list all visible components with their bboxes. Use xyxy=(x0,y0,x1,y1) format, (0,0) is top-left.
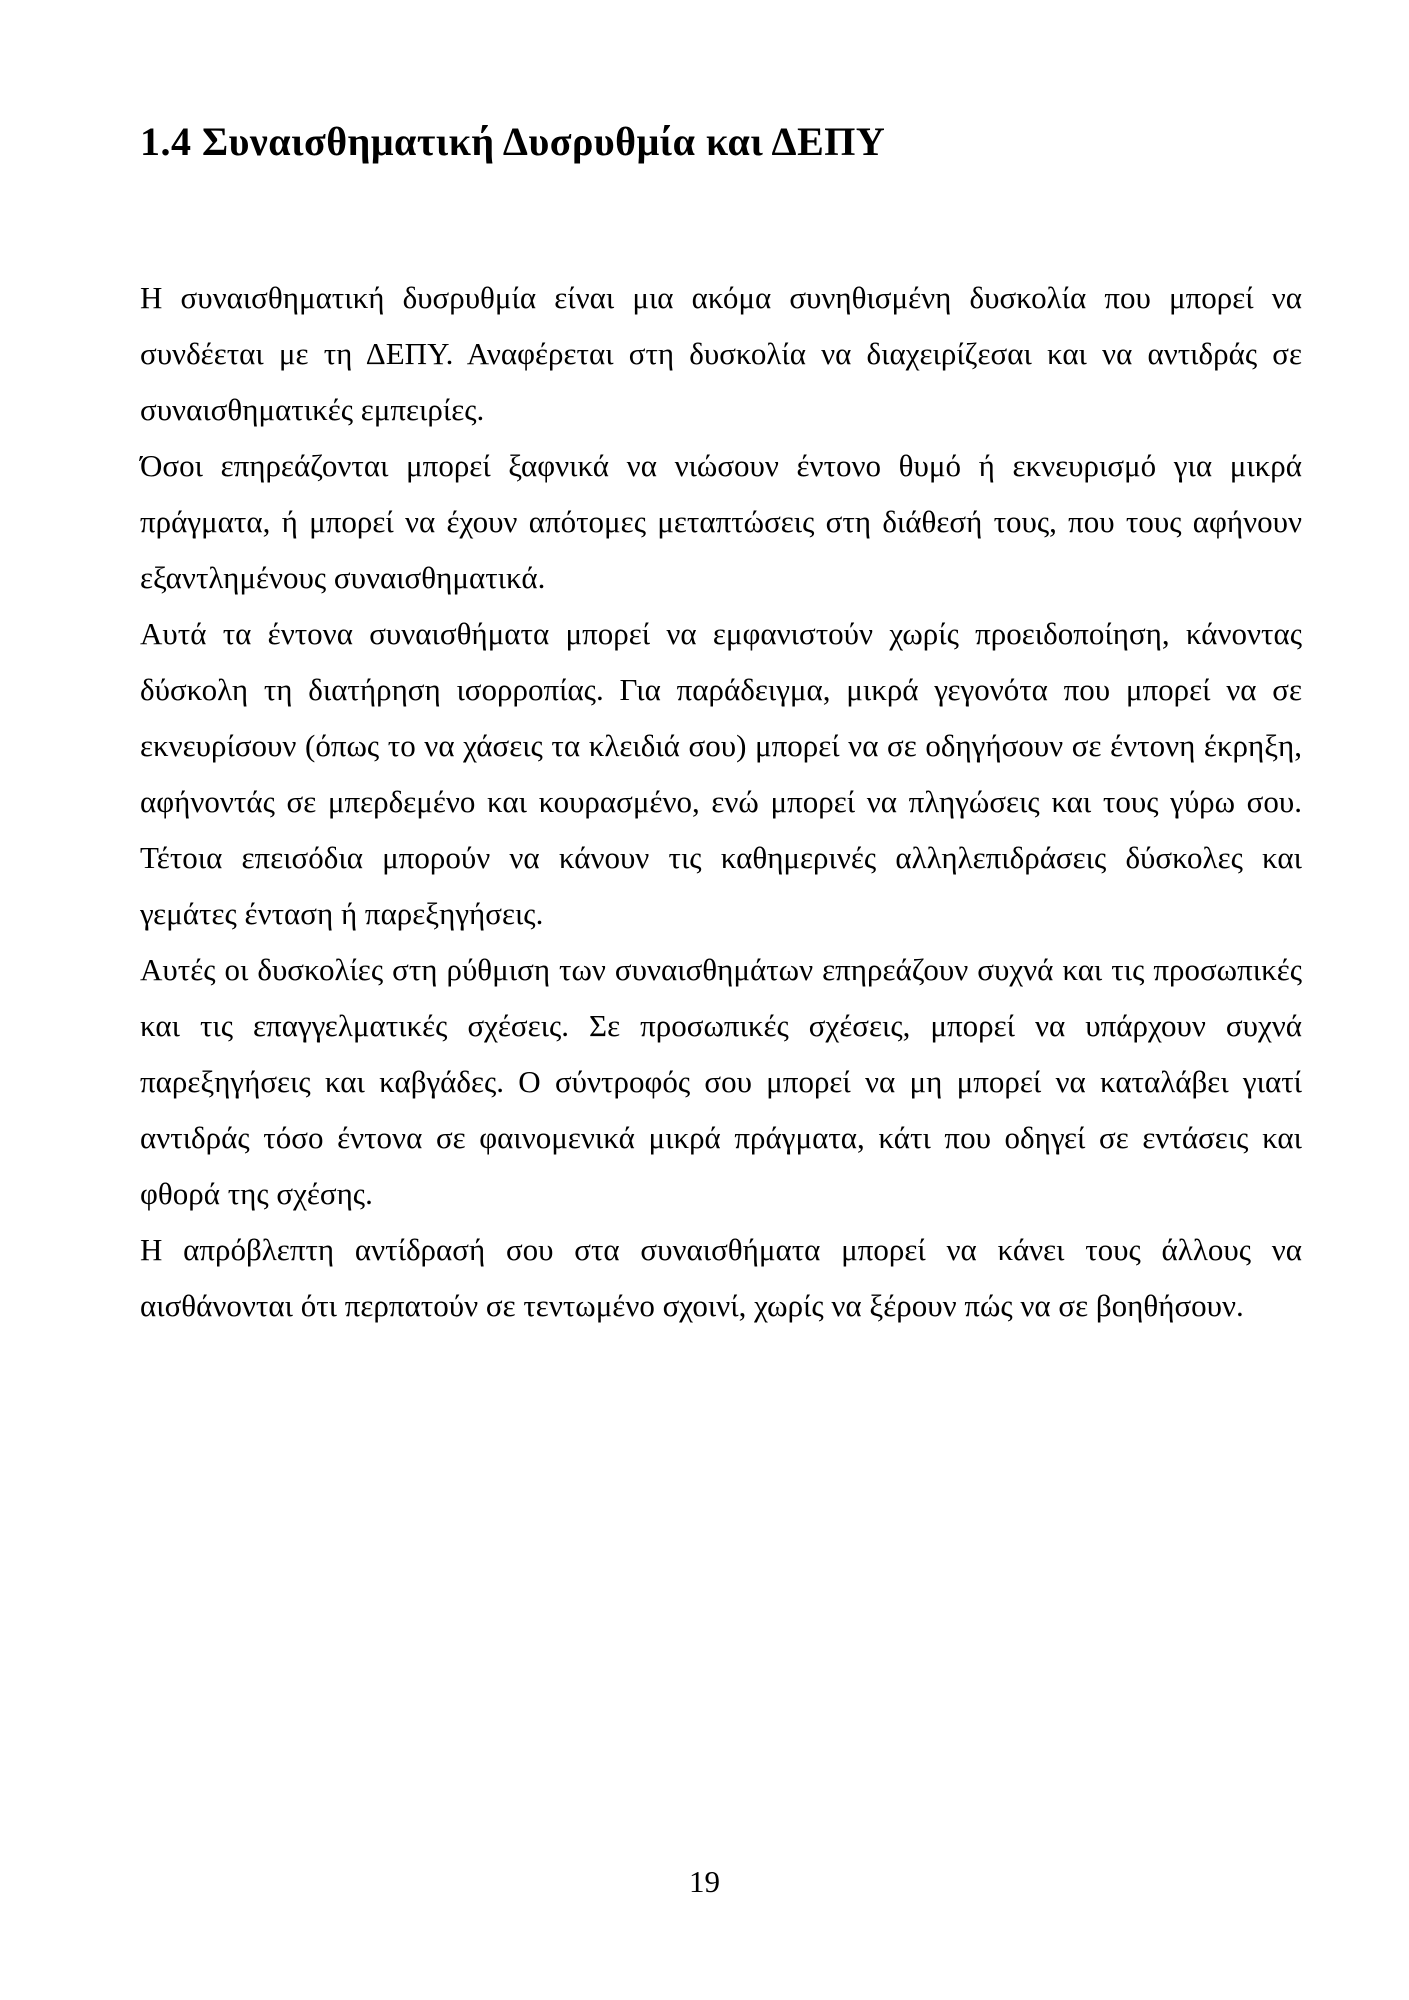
paragraph-intense-emotions-example: Αυτά τα έντονα συναισθήματα μπορεί να εμφανιστούν χωρίς προειδοποίηση, κάνοντας δύσκολη τη διατήρηση ισορροπίας. Για παράδειγμα, μικρά γεγονότα που μπορεί να σε εκνευρίσουν (όπως το να χάσεις τα κλειδιά σου) μπορεί να σε οδηγήσουν σε έντονη έκρηξη, αφήνοντάς σε μπερδεμένο και κουρασμένο, ενώ μπορεί να πληγώσεις και τους γύρω σου. Τέτοια επεισόδια μπορούν να κάνουν τις καθημερινές αλληλεπιδράσεις δύσκολες και γεμάτες ένταση ή παρεξηγήσεις. xyxy=(140,616,1302,931)
paragraph-emotional-dysregulation-intro: Η συναισθηματική δυσρυθμία είναι μια ακόμα συνηθισμένη δυσκολία που μπορεί να συνδέεται με τη ΔΕΠΥ. Αναφέρεται στη δυσκολία να διαχειρίζεσαι και να αντιδράς σε συναισθηματικές εμπειρίες. xyxy=(140,280,1302,427)
section-heading: 1.4 Συναισθηματική Δυσρυθμία και ΔΕΠΥ xyxy=(140,119,886,164)
page-number: 19 xyxy=(689,1864,720,1899)
paragraph-sudden-anger: Όσοι επηρεάζονται μπορεί ξαφνικά να νιώσουν έντονο θυμό ή εκνευρισμό για μικρά πράγματα, ή μπορεί να έχουν απότομες μεταπτώσεις στη διάθεσή τους, που τους αφήνουν εξαντλημένους συναισθηματικά. xyxy=(140,448,1302,595)
text-block xyxy=(140,118,1302,1334)
paragraph-unpredictable-reactions: Η απρόβλεπτη αντίδρασή σου στα συναισθήματα μπορεί να κάνει τους άλλους να αισθάνονται ότι περπατούν σε τεντωμένο σχοινί, χωρίς να ξέρουν πώς να σε βοηθήσουν. xyxy=(140,1232,1302,1323)
paragraph-relationships-impact: Αυτές οι δυσκολίες στη ρύθμιση των συναισθημάτων επηρεάζουν συχνά και τις προσωπικές και τις επαγγελματικές σχέσεις. Σε προσωπικές σχέσεις, μπορεί να υπάρχουν συχνά παρεξηγήσεις και καβγάδες. Ο σύντροφός σου μπορεί να μη μπορεί να καταλάβει γιατί αντιδράς τόσο έντονα σε φαινομενικά μικρά πράγματα, κάτι που οδηγεί σε εντάσεις και φθορά της σχέσης. xyxy=(140,952,1302,1211)
